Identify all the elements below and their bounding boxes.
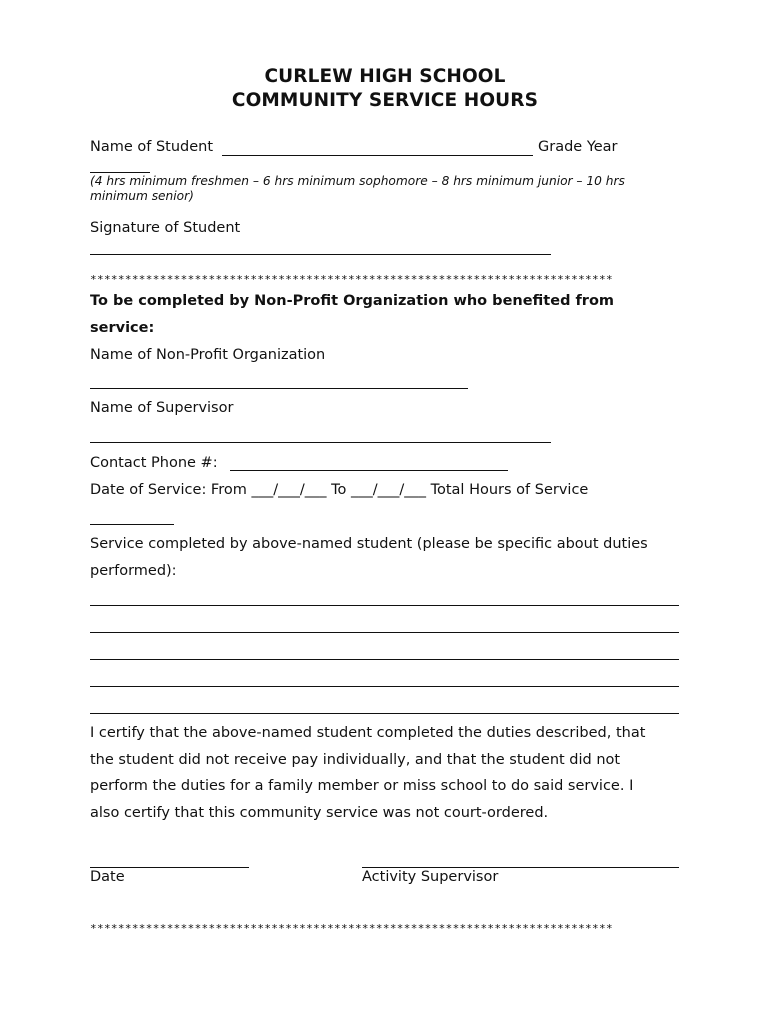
contact-phone-line[interactable] [230, 470, 508, 471]
school-name: CURLEW HIGH SCHOOL [264, 66, 506, 87]
service-description-line[interactable] [90, 605, 679, 606]
student-name-label: Name of Student [90, 139, 214, 155]
supervisor-name-label: Name of Supervisor [90, 400, 234, 416]
service-description-line[interactable] [90, 713, 679, 714]
certification-line1: I certify that the above-named student completed the duties described, that [90, 725, 646, 741]
separator-top: *************************************************************************** [90, 273, 613, 286]
service-description-label-line1: Service completed by above-named student (please be specific about duties [90, 536, 648, 552]
hours-requirement-line2: minimum senior) [90, 189, 194, 203]
contact-phone-label: Contact Phone #: [90, 455, 218, 471]
service-description-label-line2: performed): [90, 563, 177, 579]
student-signature-line[interactable] [90, 254, 551, 255]
org-name-label: Name of Non-Profit Organization [90, 347, 326, 363]
certification-line4: also certify that this community service was not court-ordered. [90, 805, 549, 821]
service-description-line[interactable] [90, 686, 679, 687]
separator-bottom: *************************************************************************** [90, 922, 613, 935]
date-of-service-row[interactable]: Date of Service: From ___/___/___ To ___/___/___ Total Hours of Service [90, 482, 589, 498]
certification-line2: the student did not receive pay individually, and that the student did not [90, 752, 621, 768]
activity-supervisor-label: Activity Supervisor [362, 869, 499, 885]
org-section-heading-line1: To be completed by Non-Profit Organization who benefited from [90, 293, 615, 309]
supervisor-name-line[interactable] [90, 442, 551, 443]
form-title: COMMUNITY SERVICE HOURS [231, 90, 539, 111]
service-description-line[interactable] [90, 659, 679, 660]
org-section-heading-line2: service: [90, 320, 155, 336]
total-hours-line[interactable] [90, 524, 174, 525]
student-signature-label: Signature of Student [90, 220, 241, 236]
org-name-line[interactable] [90, 388, 468, 389]
student-name-line[interactable] [222, 155, 533, 156]
service-description-line[interactable] [90, 632, 679, 633]
grade-year-line[interactable] [90, 172, 150, 173]
grade-year-label: Grade Year [538, 139, 618, 155]
certification-line3: perform the duties for a family member or miss school to do said service. I [90, 778, 634, 794]
date-label: Date [90, 869, 125, 885]
hours-requirement-line1: (4 hrs minimum freshmen – 6 hrs minimum sophomore – 8 hrs minimum junior – 10 hrs [90, 174, 625, 188]
